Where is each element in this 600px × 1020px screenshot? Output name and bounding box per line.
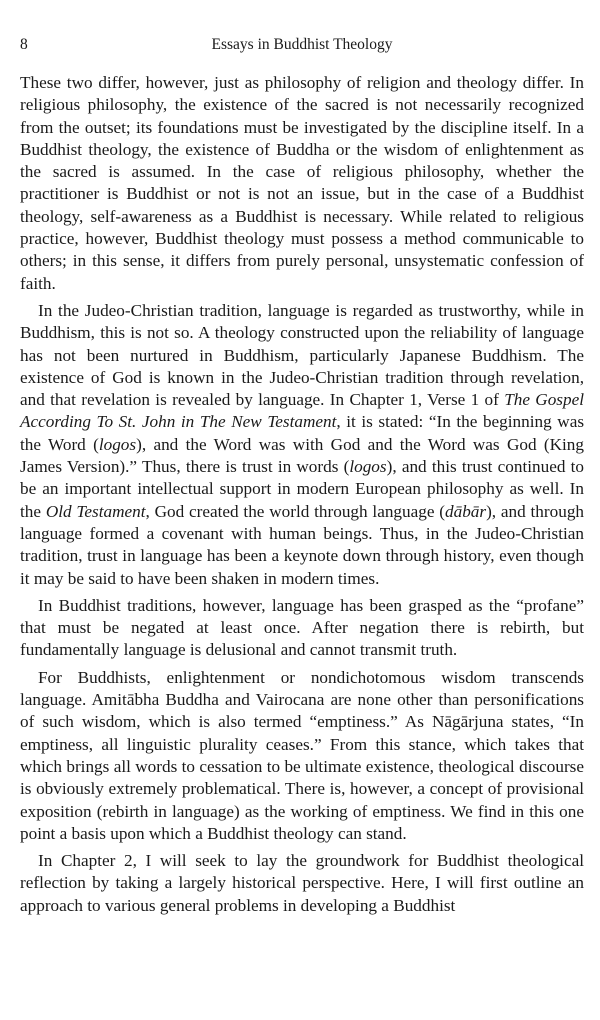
body-text [20, 72, 584, 917]
paragraph-2 [20, 300, 584, 590]
term-logos: logos [98, 434, 137, 454]
paragraph-2-text: ), and the Word was with God and the Word was God (King James Version).” Thus, there is trust in words ( [20, 434, 584, 477]
page-number: 8 [20, 36, 28, 53]
paragraph-4: For Buddhists, enlightenment or nondichotomous wisdom transcends language. Amitābha Buddha and Vairocana are none other than personifications of such wisdom, which is also termed “emptiness.” As Nāgārjuna states, “In emptiness, all linguistic plurality ceases.” From this stance, which takes that which brings all words to cessation to be ultimate existence, theological discourse is obviously extremely problematical. There is, however, a concept of provisional exposition (rebirth in language) as the working of emptiness. We find in this one point a basis upon which a Buddhist theology can stand. [20, 667, 584, 843]
paragraph-2-text: In the Judeo-Christian tradition, language is regarded as trustworthy, while in Buddhism, this is not so. A theology constructed upon the reliability of language has not been nurtured in Buddhism, particularly Japanese Buddhism. The existence of God is known in the Judeo-Christian tradition through revelation, and that revelation is revealed by language. In Chapter 1, Verse 1 of [20, 300, 584, 410]
paragraph-2-text: , it is stated: “In the beginning was the Word ( [20, 412, 585, 454]
paragraph-2-text: ), and this trust continued to be an important intellectual support in modern European philosophy as well. In the [20, 457, 584, 521]
paragraph-2-text: , God created the world through language ( [145, 501, 445, 521]
paragraph-5: In Chapter 2, I will seek to lay the groundwork for Buddhist theological reflection by taking a largely historical perspective. Here, I will first outline an approach to various general problems in developing a Buddhist [20, 851, 584, 915]
page-header [20, 36, 584, 58]
paragraph-2-text: ), and through language formed a covenant with human beings. Thus, in the Judeo-Christian tradition, trust in language has been a keynote down through history, even though it may be said to have been shaken in modern times. [20, 501, 585, 588]
running-title: Essays in Buddhist Theology [211, 36, 393, 53]
term-dabar: dābār [445, 501, 487, 521]
term-logos: logos [349, 457, 387, 477]
paragraph-3: In Buddhist traditions, however, language has been grasped as the “profane” that must be negated at least once. After negation there is rebirth, but fundamentally language is delusional and cannot transmit truth. [20, 595, 584, 660]
book-title-old-testament: Old Testament [45, 501, 146, 521]
paragraph-1: These two differ, however, just as philosophy of religion and theology differ. In religious philosophy, the existence of the sacred is not necessarily recognized from the outset; its foundations must be investigated by the discipline itself. In a Buddhist theology, the existence of Buddha or the wisdom of enlightenment as the sacred is assumed. In the case of religious philosophy, whether the practitioner is Buddhist or not is not an issue, but in the case of a Buddhist theology, self-awareness as a Buddhist is necessary. While related to religious practice, however, Buddhist theology must possess a method communicable to others; in this sense, it differs from purely personal, unsystematic confession of faith. [20, 73, 584, 293]
book-title-gospel: The Gospel According To St. John in The New Testament [20, 390, 584, 432]
